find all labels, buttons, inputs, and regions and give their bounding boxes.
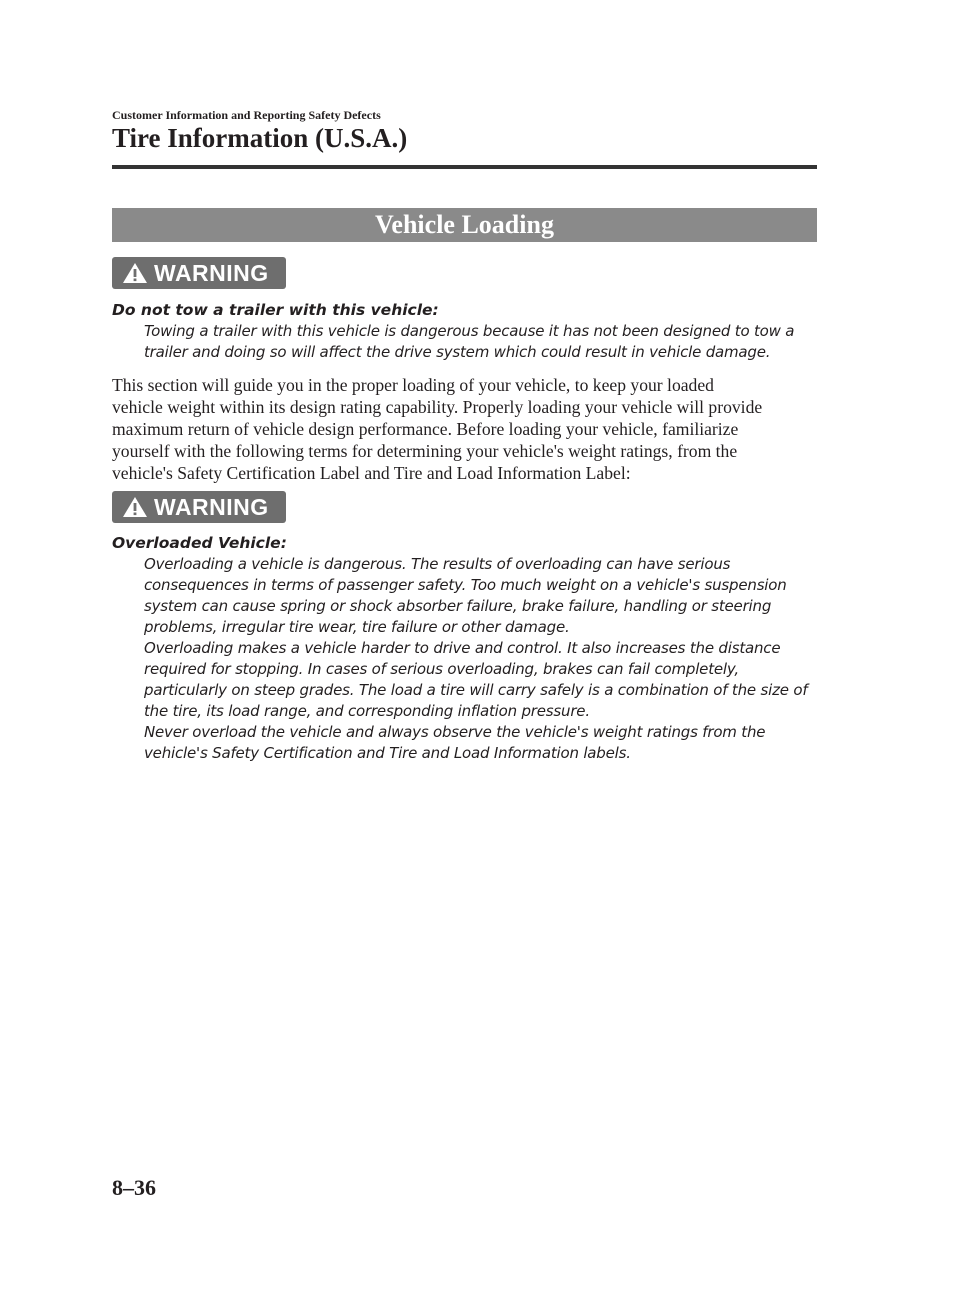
warning-text-line: Overloading makes a vehicle harder to drive and control. It also increases the distance: [144, 639, 781, 657]
body-text-line: yourself with the following terms for determining your vehicle's weight ratings, from the: [112, 441, 738, 461]
section-title-banner: Vehicle Loading: [112, 208, 817, 242]
body-text-line: maximum return of vehicle design performance. Before loading your vehicle, familiarize: [112, 419, 739, 439]
body-text-line: vehicle's Safety Certification Label and Tire and Load Information Label:: [112, 463, 631, 483]
warning-text-line: trailer and doing so will affect the drive system which could result in vehicle damage.: [144, 343, 771, 361]
warning-text-line: Towing a trailer with this vehicle is dangerous because it has not been designed to tow a: [144, 322, 795, 340]
warning-text-line: problems, irregular tire wear, tire failure or other damage.: [144, 618, 570, 636]
warning-text-line: system can cause spring or shock absorber failure, brake failure, handling or steering: [144, 597, 772, 615]
warning-badge: [112, 257, 286, 289]
page-number: 8–36: [112, 1175, 156, 1200]
warning-text-line: particularly on steep grades. The load a tire will carry safely is a combination of the size of: [144, 681, 808, 699]
warning-heading: Overloaded Vehicle:: [112, 534, 287, 552]
warning-text-line: Overloading a vehicle is dangerous. The results of overloading can have serious: [144, 555, 731, 573]
warning-heading: Do not tow a trailer with this vehicle:: [112, 301, 439, 319]
body-text-line: vehicle weight within its design rating capability. Properly loading your vehicle will provide: [112, 397, 763, 417]
warning-text-line: consequences in terms of passenger safety. Too much weight on a vehicle's suspension: [144, 576, 787, 594]
warning-badge: [112, 491, 286, 523]
warning-text-line: the tire, its load range, and corresponding inflation pressure.: [144, 702, 590, 720]
warning-text-line: Never overload the vehicle and always observe the vehicle's weight ratings from the: [144, 723, 766, 741]
body-text-line: This section will guide you in the proper loading of your vehicle, to keep your loaded: [112, 375, 714, 395]
page-title: Tire Information (U.S.A.): [112, 123, 408, 153]
header-category: Customer Information and Reporting Safety Defects: [112, 108, 381, 122]
warning-triangle-icon: [122, 496, 148, 518]
header-divider: [112, 165, 817, 169]
warning-label: WARNING: [154, 494, 269, 520]
warning-text-line: required for stopping. In cases of serious overloading, brakes can fail completely,: [144, 660, 739, 678]
warning-label: WARNING: [154, 260, 269, 286]
warning-text-line: vehicle's Safety Certification and Tire and Load Information labels.: [144, 744, 631, 762]
warning-triangle-icon: [122, 262, 148, 284]
